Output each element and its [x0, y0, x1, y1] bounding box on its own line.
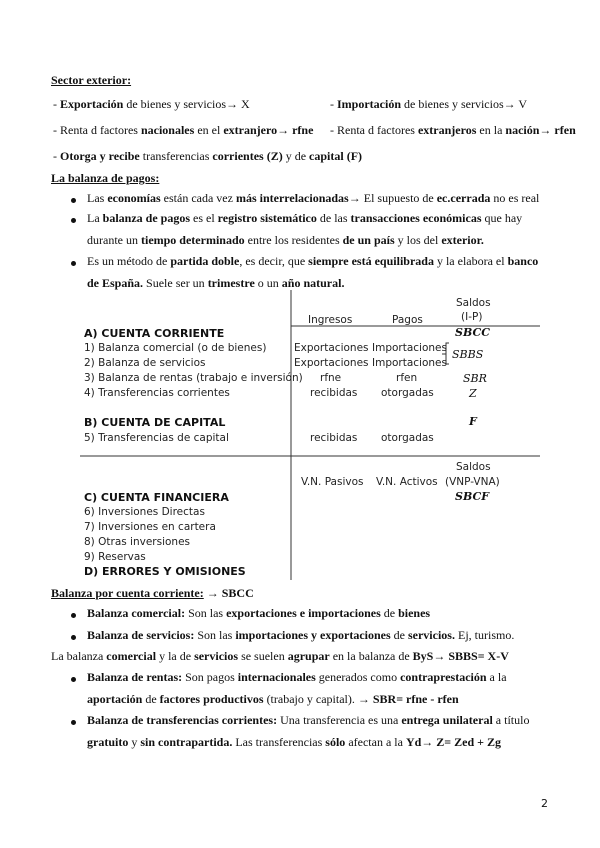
saldo-z: Z	[469, 387, 477, 400]
col2-saldos: Saldos	[456, 461, 491, 473]
row3-ingresos: rfne	[320, 372, 342, 384]
bullet-balanza-servicios: Balanza de servicios: Son las importaciones y exportaciones de servicios. Ej, turismo.	[87, 628, 515, 642]
saldo-f: F	[469, 415, 477, 428]
bullet-balanza-rentas-l1: Balanza de rentas: Son pagos internacionales generados como contraprestación a la	[87, 670, 507, 684]
balance-table	[80, 290, 540, 580]
bullet-transferencias-l1: Balanza de transferencias corrientes: Una transferencia es una entrega unilateral a título	[87, 713, 530, 727]
section-title-balanza-pagos: La balanza de pagos:	[51, 171, 160, 185]
bullet-definicion-l1: La balanza de pagos es el registro sistemático de las transacciones económicas que hay	[87, 211, 523, 225]
cuenta-corriente-label: A) CUENTA CORRIENTE	[84, 327, 225, 340]
saldo-sbbs: SBBS	[452, 348, 484, 361]
bullet-icon	[71, 218, 76, 223]
bullet-definicion-l2: durante un tiempo determinado entre los residentes de un país y los del exterior.	[87, 233, 484, 247]
row1-ingresos: Exportaciones	[294, 342, 369, 354]
row5-ingresos: recibidas	[310, 432, 358, 444]
row-balanza-servicios: 2) Balanza de servicios	[84, 357, 206, 369]
col2-saldos-formula: (VNP-VNA)	[445, 476, 500, 488]
row2-pagos: Importaciones	[372, 357, 447, 369]
line-renta-nacionales: - Renta d factores nacionales en el extranjero→ rfne	[53, 123, 314, 137]
col-vn-pasivos: V.N. Pasivos	[301, 476, 364, 488]
line-exportacion: - Exportación de bienes y servicios→ X	[53, 97, 250, 111]
saldo-sbcf: SBCF	[455, 490, 490, 503]
line-importacion: - Importación de bienes y servicios→ V	[330, 97, 528, 111]
bullet-partida-doble-l1: Es un método de partida doble, es decir, que siempre está equilibrada y la elabora el banco	[87, 254, 539, 268]
row-balanza-rentas: 3) Balanza de rentas (trabajo e inversión)	[84, 372, 303, 384]
row4-pagos: otorgadas	[381, 387, 434, 399]
row2-ingresos: Exportaciones	[294, 357, 369, 369]
bullet-icon	[71, 677, 76, 682]
bullet-balanza-comercial: Balanza comercial: Son las exportaciones e importaciones de bienes	[87, 606, 431, 620]
bullet-icon	[71, 613, 76, 618]
row-balanza-comercial: 1) Balanza comercial (o de bienes)	[84, 342, 267, 354]
bullet-icon	[71, 720, 76, 725]
bullet-icon	[71, 635, 76, 640]
bullet-icon	[71, 261, 76, 266]
errores-omisiones-label: D) ERRORES Y OMISIONES	[84, 565, 246, 578]
page-number: 2	[541, 797, 548, 810]
col-saldos-formula: (I-P)	[461, 311, 483, 323]
bullet-icon	[71, 198, 76, 203]
row-transferencias-corrientes: 4) Transferencias corrientes	[84, 387, 230, 399]
row-otras-inversiones: 8) Otras inversiones	[84, 536, 191, 548]
row-inversiones-cartera: 7) Inversiones en cartera	[84, 521, 216, 533]
bullet-transferencias-l2: gratuito y sin contrapartida. Las transferencias sólo afectan a la Yd→ Z= Zed + Zg	[87, 735, 501, 749]
bullet-interrelacionadas: Las economías están cada vez más interrelacionadas→ El supuesto de ec.cerrada no es real	[87, 191, 540, 205]
row4-ingresos: recibidas	[310, 387, 358, 399]
line-renta-extranjeros: - Renta d factores extranjeros en la nación→ rfen	[330, 123, 576, 137]
bullet-partida-doble-l2: de España. Suele ser un trimestre o un año natural.	[87, 276, 345, 290]
saldo-sbcc: SBCC	[455, 326, 490, 339]
col-ingresos: Ingresos	[308, 314, 353, 326]
col-vn-activos: V.N. Activos	[376, 476, 438, 488]
col-saldos: Saldos	[456, 297, 491, 309]
row1-pagos: Importaciones	[372, 342, 447, 354]
saldo-sbr: SBR	[463, 372, 487, 385]
section-title-sector-exterior: Sector exterior:	[51, 73, 132, 87]
row-inversiones-directas: 6) Inversiones Directas	[84, 506, 205, 518]
line-transferencias: - Otorga y recibe transferencias corrientes (Z) y de capital (F)	[53, 149, 363, 163]
row-reservas: 9) Reservas	[84, 551, 146, 563]
cuenta-financiera-label: C) CUENTA FINANCIERA	[84, 491, 229, 504]
bullet-balanza-rentas-l2: aportación de factores productivos (trabajo y capital). → SBR= rfne - rfen	[87, 692, 459, 706]
col-pagos: Pagos	[392, 314, 423, 326]
cuenta-capital-label: B) CUENTA DE CAPITAL	[84, 416, 226, 429]
row5-pagos: otorgadas	[381, 432, 434, 444]
section-title-cuenta-corriente: Balanza por cuenta corriente: → SBCC	[51, 586, 254, 600]
row-transferencias-capital: 5) Transferencias de capital	[84, 432, 229, 444]
row3-pagos: rfen	[396, 372, 418, 384]
line-agrupar-bys: La balanza comercial y la de servicios se suelen agrupar en la balanza de ByS→ SBBS= X-V	[51, 649, 509, 663]
